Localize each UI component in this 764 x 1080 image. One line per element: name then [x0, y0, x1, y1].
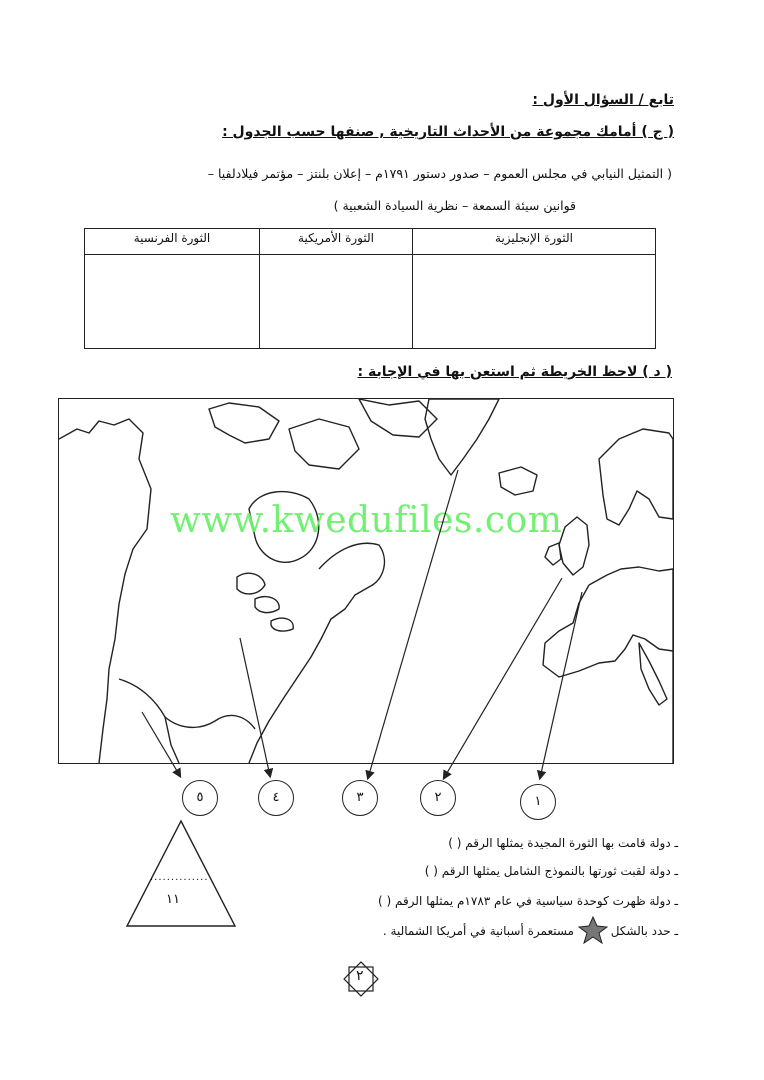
question-2: ـ دولة لقبت ثورتها بالنموذج الشامل يمثلها الرقم ( )	[424, 864, 678, 878]
continue-title: تابع / السؤال الأول :	[532, 92, 674, 108]
circle-number-2: ٢	[420, 780, 456, 816]
column-french-revolution: الثورة الفرنسية	[85, 229, 260, 255]
circle-number-1: ١	[520, 784, 556, 820]
triangle-blank: ..............	[150, 872, 209, 883]
circle-number-5: ٥	[182, 780, 218, 816]
page-number: ٢	[356, 968, 364, 984]
arrow-2	[444, 578, 562, 778]
arrow-1	[540, 592, 582, 778]
triangle-value: ١١	[166, 892, 180, 907]
star-icon	[578, 916, 608, 944]
question-3: ـ دولة ظهرت كوحدة سياسية في عام ١٧٨٣م يمثلها الرقم ( )	[377, 894, 678, 908]
column-english-revolution: الثورة الإنجليزية	[413, 229, 656, 255]
question-1: ـ دولة قامت بها الثورة المجيدة يمثلها الرقم ( )	[448, 836, 678, 850]
section-c-title: ( ج ) أمامك مجموعة من الأحداث التاريخية , صنفها حسب الجدول :	[222, 124, 674, 140]
column-american-revolution: الثورة الأمريكية	[260, 229, 413, 255]
events-line-1: ( التمثيل النيابي في مجلس العموم – صدور دستور ١٧٩١م – إعلان بلنتز – مؤتمر فيلادلفيا –	[207, 166, 672, 181]
circle-number-3: ٣	[342, 780, 378, 816]
arrow-3	[368, 470, 458, 778]
arrow-5	[142, 712, 180, 776]
question-4-suffix: مستعمرة أسبانية في أمريكا الشمالية .	[382, 924, 574, 938]
circle-number-4: ٤	[258, 780, 294, 816]
section-d-title: ( د ) لاحظ الخريطة ثم استعن بها في الإجابة :	[357, 364, 672, 380]
watermark: www.kwedufiles.com	[170, 500, 563, 541]
events-line-2: قوانين سيئة السمعة – نظرية السيادة الشعبية )	[333, 198, 576, 213]
question-4-prefix: ـ حدد بالشكل	[610, 924, 678, 938]
arrow-4	[240, 638, 270, 776]
